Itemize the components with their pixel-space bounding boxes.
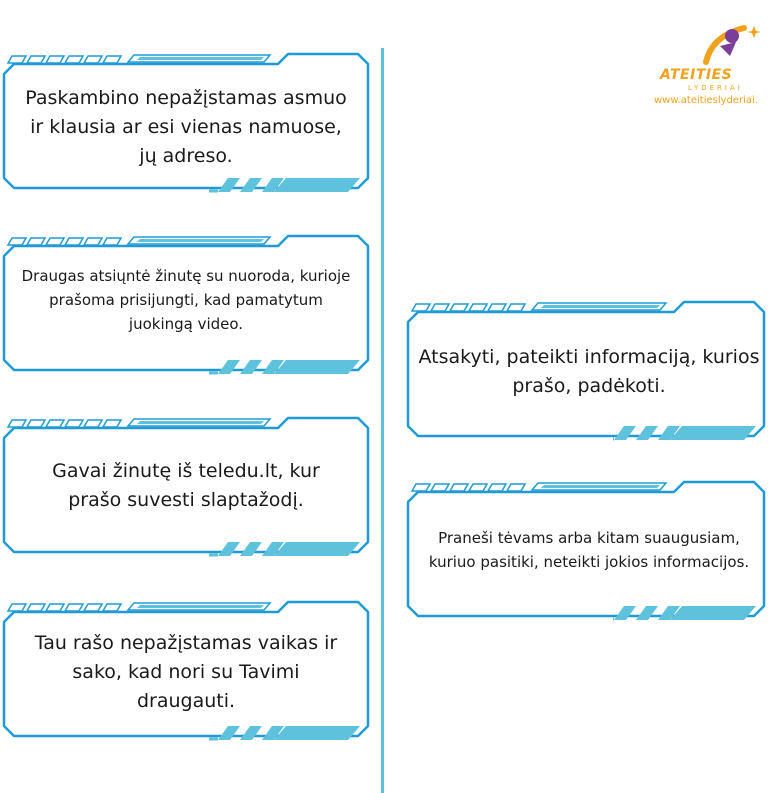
answer-card-1 — [404, 298, 768, 442]
card-text: Paskambino nepažįstamas asmuo ir klausia ar esi vienas namuose, jų adreso. — [25, 86, 347, 167]
logo-sub-text: LYDERIAI — [688, 84, 743, 92]
center-divider — [381, 48, 384, 793]
card-text: Tau rašo nepažįstamas vaikas ir sako, kad nori su Tavimi draugauti. — [34, 631, 338, 712]
answer-card-2 — [404, 478, 768, 622]
logo-brand-text: ATEITIES — [660, 67, 733, 83]
situation-card-4 — [0, 598, 372, 742]
brand-logo — [648, 22, 768, 118]
situation-card-3 — [0, 414, 372, 558]
situation-card-2 — [0, 232, 372, 376]
situation-card-1 — [0, 50, 372, 194]
card-text: Praneši tėvams arba kitam suaugusiam, kuriuo pasitiki, neteikti jokios informacijos. — [428, 529, 750, 571]
card-text: Atsakyti, pateikti informaciją, kurios prašo, padėkoti. — [418, 346, 760, 397]
logo-url: www.ateitieslyderiai. — [654, 95, 759, 106]
rocket-person-icon — [648, 22, 768, 72]
card-text: Gavai žinutę iš teledu.lt, kur prašo suvesti slaptažodį. — [52, 460, 320, 511]
card-text: Draugas atsiųntė žinutę su nuoroda, kurioje prašoma prisijungti, kad pamatytum juokingą video. — [21, 267, 351, 333]
